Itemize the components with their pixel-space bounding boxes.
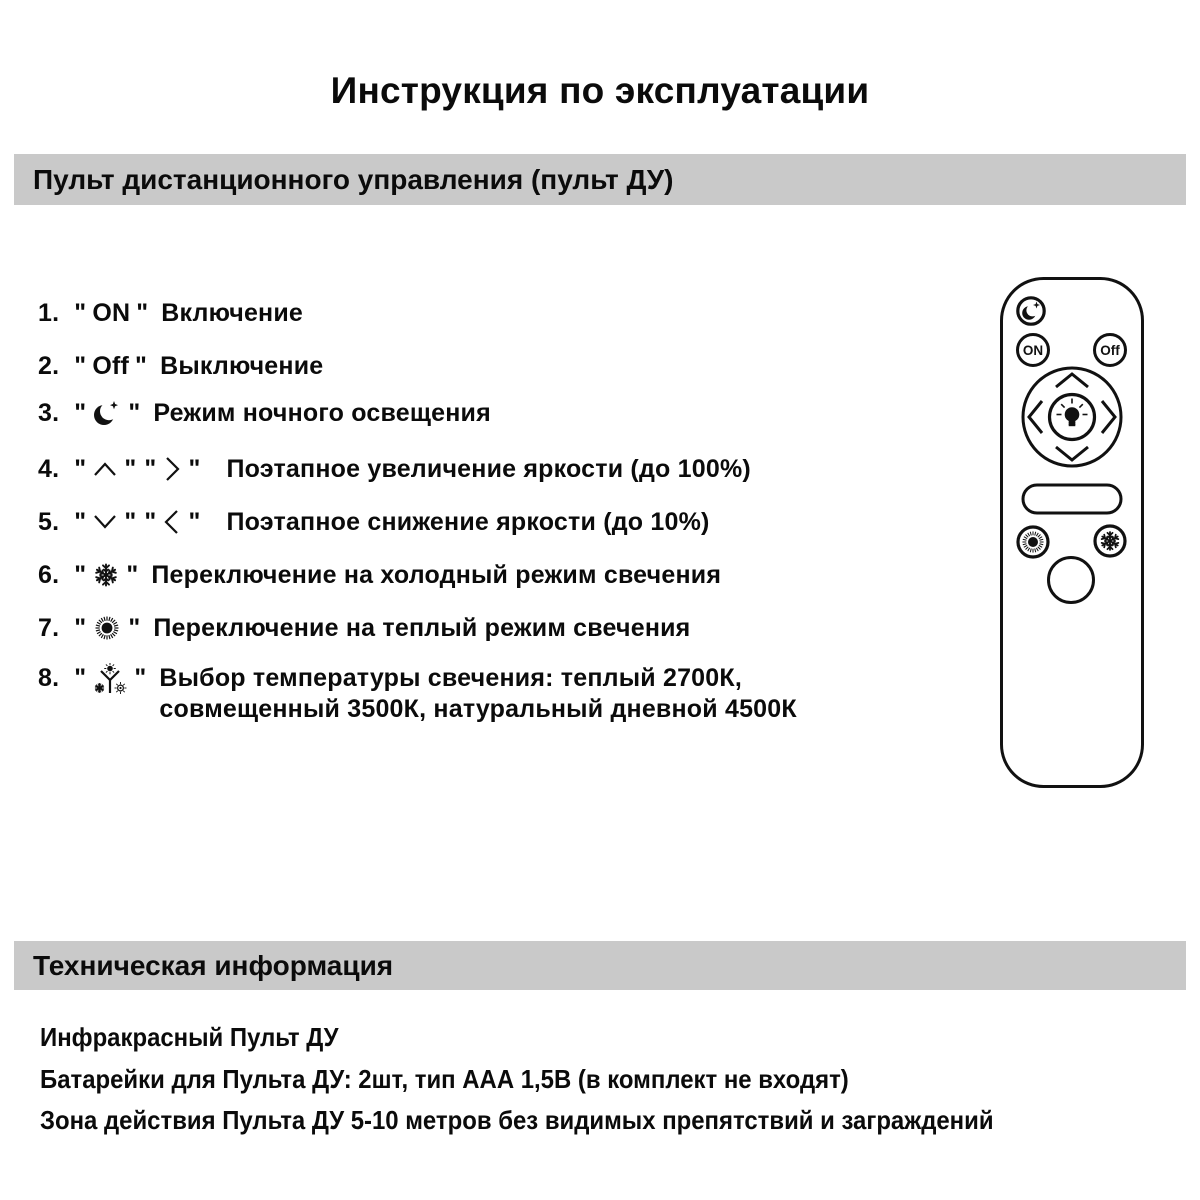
quote-mark: "	[126, 560, 139, 589]
snowflake-icon	[92, 561, 120, 589]
item-label-line1: Выбор температуры свечения: теплый 2700К,	[159, 664, 742, 692]
remote-on-button	[1018, 335, 1049, 366]
warm-sun-icon	[1020, 529, 1046, 555]
remote-pill-button	[1023, 485, 1121, 513]
tech-line-range: Зона действия Пульта ДУ 5-10 метров без видимых препятствий и заграждений	[40, 1105, 994, 1135]
item-number: 6.	[38, 560, 60, 589]
tech-line-ir-remote: Инфракрасный Пульт ДУ	[40, 1022, 339, 1052]
remote-off-label: Off	[1100, 343, 1120, 358]
section-header-remote-label: Пульт дистанционного управления (пульт ДУ)	[33, 163, 674, 195]
remote-nav-pad	[1023, 368, 1121, 466]
remote-warm-button	[1018, 527, 1048, 557]
item-number: 7.	[38, 613, 60, 642]
quote-mark: "	[134, 664, 147, 692]
remote-illustration	[993, 270, 1153, 800]
quote-mark: "	[136, 298, 149, 327]
list-item-warm-mode	[38, 609, 690, 647]
remote-cold-button	[1095, 526, 1125, 556]
nav-down-arrow	[1056, 447, 1088, 460]
item-number: 3.	[38, 398, 60, 427]
chevron-up-icon	[92, 459, 118, 479]
section-header-tech	[14, 941, 1186, 990]
quote-mark: "	[74, 298, 87, 327]
quote-mark: "	[144, 507, 157, 536]
item-label: Включение	[161, 298, 304, 327]
list-item-brightness-up	[38, 450, 751, 488]
on-symbol: ON	[92, 298, 131, 327]
item-label: Переключение на теплый режим свечения	[153, 613, 691, 642]
snowflake-icon	[1101, 532, 1119, 550]
remote-night-mode-button	[1018, 298, 1044, 324]
light-bulb-icon	[1057, 399, 1088, 427]
moon-icon	[1022, 302, 1040, 320]
nav-up-arrow	[1056, 374, 1088, 387]
list-item-off	[38, 347, 323, 385]
warm-sun-icon	[92, 613, 122, 643]
quote-mark: "	[124, 454, 137, 483]
quote-mark: "	[188, 507, 201, 536]
item-number: 8.	[38, 664, 60, 692]
quote-mark: "	[74, 613, 87, 642]
quote-mark: "	[124, 507, 137, 536]
chevron-right-icon	[162, 454, 182, 484]
moon-night-mode-icon	[92, 397, 122, 429]
list-item-brightness-down	[38, 503, 710, 541]
list-item-on	[38, 294, 303, 332]
nav-right-arrow	[1102, 401, 1115, 433]
section-header-tech-label: Техническая информация	[33, 949, 394, 981]
color-temperature-select-icon	[92, 663, 128, 697]
quote-mark: "	[74, 560, 87, 589]
remote-round-button	[1049, 558, 1094, 603]
item-number: 5.	[38, 507, 60, 536]
chevron-left-icon	[162, 507, 182, 537]
item-label: Переключение на холодный режим свечения	[151, 560, 722, 589]
quote-mark: "	[128, 613, 141, 642]
tech-line-batteries: Батарейки для Пульта ДУ: 2шт, тип ААА 1,5В (в комплект не входят)	[40, 1064, 849, 1094]
quote-mark: "	[188, 454, 201, 483]
item-number: 4.	[38, 454, 60, 483]
page-title: Инструкция по эксплуатации	[330, 70, 870, 111]
list-item-temperature-select	[38, 663, 797, 725]
quote-mark: "	[74, 351, 87, 380]
list-item-night-mode	[38, 394, 491, 432]
quote-mark: "	[135, 351, 148, 380]
remote-on-label: ON	[1022, 343, 1044, 358]
quote-mark: "	[144, 454, 157, 483]
nav-left-arrow	[1029, 401, 1042, 433]
quote-mark: "	[74, 454, 87, 483]
item-label: Поэтапное увеличение яркости (до 100%)	[226, 454, 751, 483]
quote-mark: "	[74, 398, 87, 427]
item-label	[159, 663, 796, 725]
quote-mark: "	[128, 398, 141, 427]
chevron-down-icon	[92, 512, 118, 532]
item-label: Поэтапное снижение яркости (до 10%)	[226, 507, 710, 536]
item-label: Режим ночного освещения	[153, 398, 491, 427]
list-item-cold-mode	[38, 556, 721, 594]
quote-mark: "	[74, 507, 87, 536]
remote-off-button	[1095, 335, 1126, 366]
quote-mark: "	[74, 664, 87, 692]
item-number: 2.	[38, 351, 60, 380]
item-number: 1.	[38, 298, 60, 327]
section-header-remote	[14, 154, 1186, 205]
off-symbol: Off	[92, 351, 130, 380]
item-label: Выключение	[160, 351, 324, 380]
item-label-line2: совмещенный 3500К, натуральный дневной 4500К	[159, 695, 797, 723]
